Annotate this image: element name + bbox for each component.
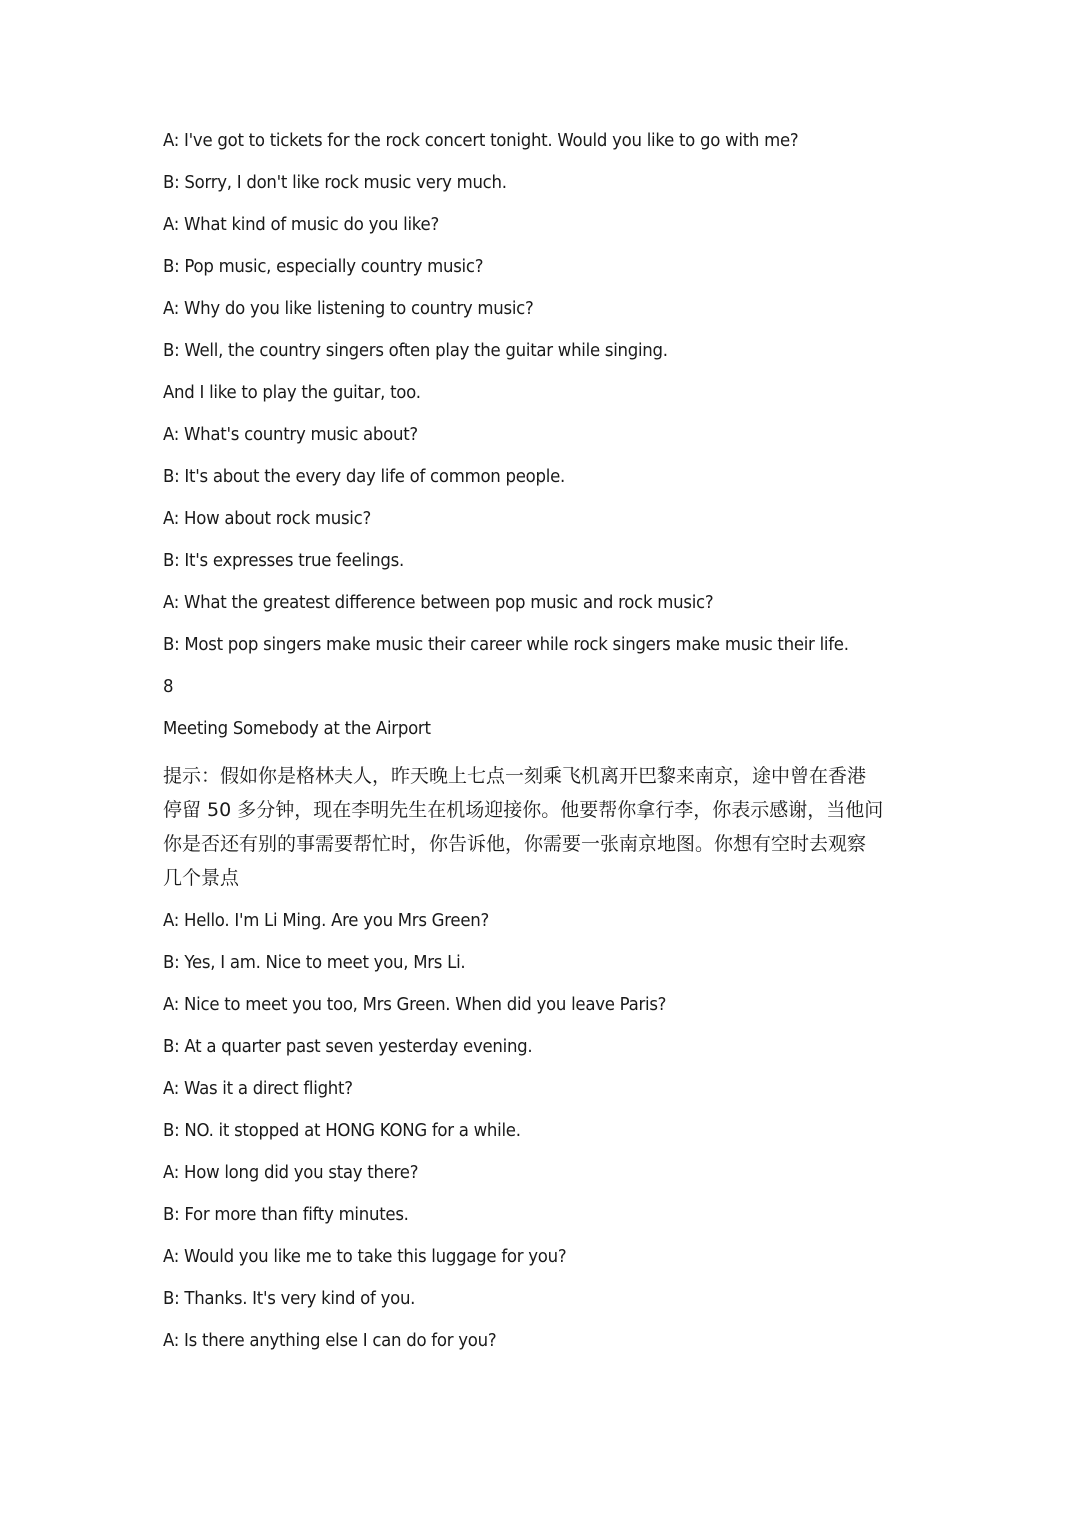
section-title: Meeting Somebody at the Airport — [163, 718, 431, 739]
dialogue-line: A: Would you like me to take this luggage for you? — [163, 1246, 567, 1267]
dialogue-line: A: What's country music about? — [163, 424, 418, 445]
dialogue-line: A: How about rock music? — [163, 508, 371, 529]
hint-line: 几个景点 — [163, 867, 240, 889]
hint-line: 停留 50 多分钟，现在李明先生在机场迎接你。他要帮你拿行李，你表示感谢，当他问 — [163, 799, 884, 821]
dialogue-line: B: Well, the country singers often play the guitar while singing. — [163, 340, 668, 361]
dialogue-line: B: Pop music, especially country music? — [163, 256, 484, 277]
dialogue-line: A: What kind of music do you like? — [163, 214, 439, 235]
dialogue-line: And I like to play the guitar, too. — [163, 382, 421, 403]
dialogue-line: A: Was it a direct flight? — [163, 1078, 353, 1099]
document-page — [163, 129, 923, 1371]
dialogue-line: B: Most pop singers make music their career while rock singers make music their life. — [163, 634, 849, 655]
dialogue-line: B: Thanks. It's very kind of you. — [163, 1288, 416, 1309]
dialogue-line: B: At a quarter past seven yesterday evening. — [163, 1036, 533, 1057]
dialogue-line: A: How long did you stay there? — [163, 1162, 419, 1183]
hint-paragraph — [163, 759, 923, 895]
dialogue-line: B: It's about the every day life of common people. — [163, 466, 565, 487]
dialogue-line: B: For more than fifty minutes. — [163, 1204, 409, 1225]
dialogue-line: B: Sorry, I don't like rock music very much. — [163, 172, 507, 193]
dialogue-line: A: I've got to tickets for the rock concert tonight. Would you like to go with me? — [163, 130, 799, 151]
dialogue-line: B: NO. it stopped at HONG KONG for a while. — [163, 1120, 521, 1141]
dialogue-line: A: Is there anything else I can do for you? — [163, 1330, 497, 1351]
dialogue-line: B: Yes, I am. Nice to meet you, Mrs Li. — [163, 952, 466, 973]
section-number: 8 — [163, 676, 174, 697]
dialogue-line: A: Hello. I'm Li Ming. Are you Mrs Green? — [163, 910, 489, 931]
dialogue-line: A: Nice to meet you too, Mrs Green. When did you leave Paris? — [163, 994, 667, 1015]
dialogue-line: A: What the greatest difference between pop music and rock music? — [163, 592, 714, 613]
dialogue-line: B: It's expresses true feelings. — [163, 550, 404, 571]
dialogue-line: A: Why do you like listening to country music? — [163, 298, 534, 319]
hint-line: 你是否还有别的事需要帮忙时，你告诉他，你需要一张南京地图。你想有空时去观察 — [163, 833, 867, 855]
hint-line: 提示：假如你是格林夫人，昨天晚上七点一刻乘飞机离开巴黎来南京，途中曾在香港 — [163, 765, 867, 787]
